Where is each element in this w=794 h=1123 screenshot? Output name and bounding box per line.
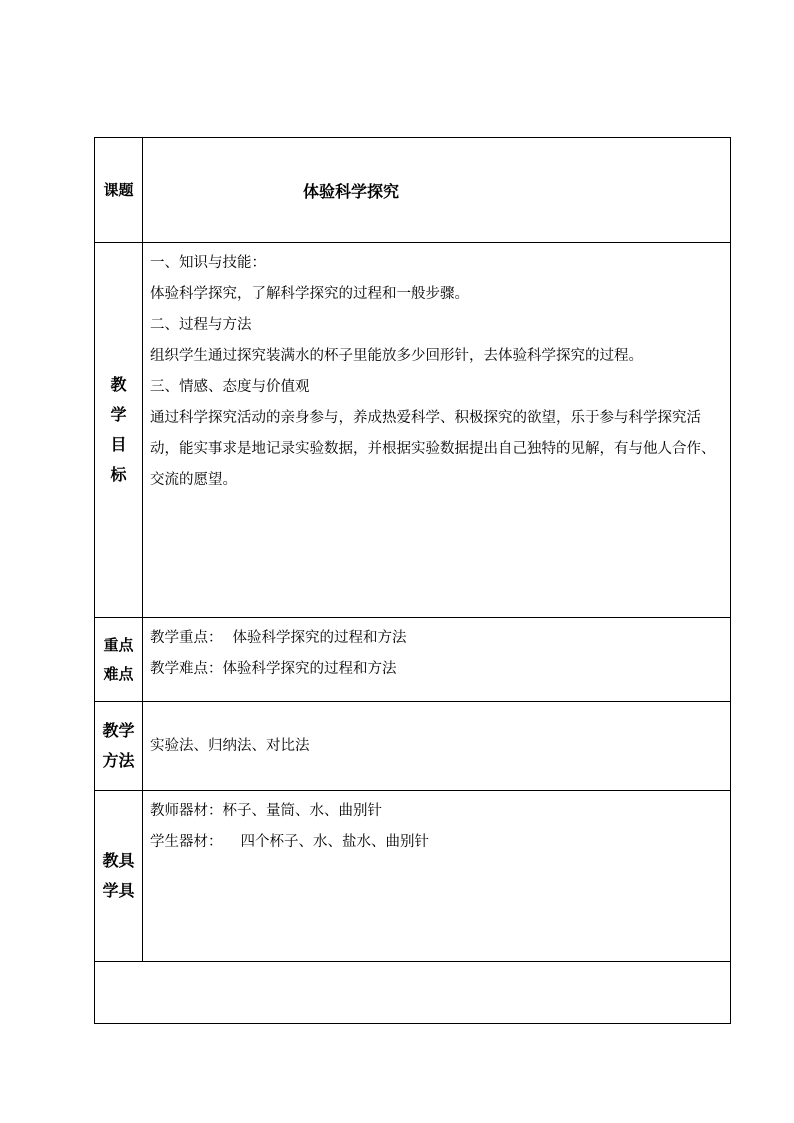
student-materials	[150, 827, 724, 858]
objective-text-knowledge: 体验科学探究，了解科学探究的过程和一般步骤。	[150, 286, 469, 302]
materials-label-line: 学具	[102, 881, 135, 900]
methods-label-line: 方法	[102, 751, 135, 770]
methods-label	[95, 702, 143, 791]
objectives-label-char: 标	[110, 465, 127, 484]
methods-content: 实验法、归纳法、对比法	[143, 702, 731, 791]
student-materials-label: 学生器材：	[150, 834, 223, 850]
materials-label	[95, 791, 143, 962]
objectives-label	[95, 243, 143, 618]
teaching-difficulty-label: 教学难点：	[150, 661, 223, 677]
teacher-materials	[150, 796, 724, 827]
objectives-label-char: 目	[110, 435, 127, 454]
teaching-difficulty	[150, 654, 724, 685]
teaching-difficulty-value: 体验科学探究的过程和方法	[222, 661, 397, 677]
materials-row	[95, 791, 731, 962]
objectives-content	[143, 243, 731, 618]
teaching-focus-value: 体验科学探究的过程和方法	[232, 630, 407, 646]
objective-text-attitude: 通过科学探究活动的亲身参与，养成热爱科学、积极探究的欲望，乐于参与科学探究活动，能实事求是地记录实验数据，并根据实验数据提出自己独特的见解，有与他人合作、交流的愿望。	[150, 410, 716, 488]
methods-row	[95, 702, 731, 791]
teaching-focus	[150, 623, 724, 654]
empty-row	[95, 962, 731, 1024]
materials-content	[143, 791, 731, 962]
objectives-row	[95, 243, 731, 618]
lesson-plan-table	[94, 137, 731, 1024]
empty-cell	[95, 962, 731, 1024]
teacher-materials-label: 教师器材：	[150, 803, 223, 819]
key-points-label-line: 重点	[103, 635, 134, 654]
lesson-title: 体验科学探究	[143, 138, 731, 243]
objectives-label-char: 学	[110, 405, 127, 424]
objective-heading-process: 二、过程与方法	[150, 317, 252, 333]
title-row	[95, 138, 731, 243]
key-points-row	[95, 618, 731, 702]
objective-heading-attitude: 三、情感、态度与价值观	[150, 379, 310, 395]
objective-heading-knowledge: 一、知识与技能：	[150, 255, 266, 271]
student-materials-value: 四个杯子、水、盐水、曲别针	[240, 834, 429, 850]
objective-text-process: 组织学生通过探究装满水的杯子里能放多少回形针，去体验科学探究的过程。	[150, 348, 643, 364]
teaching-focus-label: 教学重点：	[150, 630, 223, 646]
materials-label-line: 教具	[102, 851, 135, 870]
methods-label-line: 教学	[102, 721, 135, 740]
key-points-label-line: 难点	[103, 664, 134, 683]
key-points-label	[95, 618, 143, 702]
topic-label: 课题	[95, 138, 143, 243]
teacher-materials-value: 杯子、量筒、水、曲别针	[222, 803, 382, 819]
objectives-label-char: 教	[110, 375, 127, 394]
key-points-content	[143, 618, 731, 702]
